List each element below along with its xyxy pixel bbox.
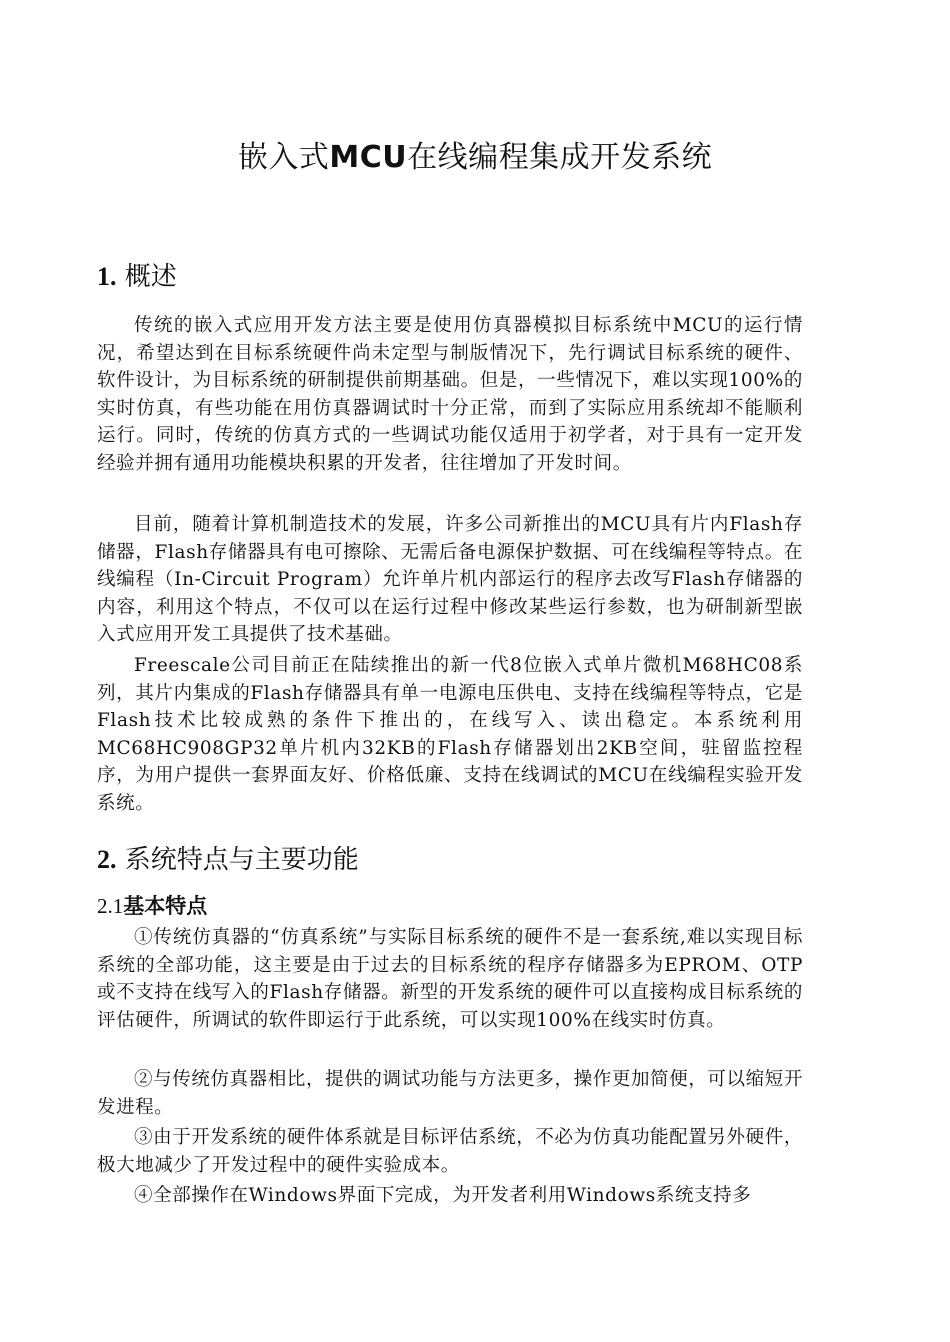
paragraph: 目前，随着计算机制造技术的发展，许多公司新推出的MCU具有片内Flash存储器，Flash存储器具有电可擦除、无需后备电源保护数据、可在线编程等特点。在线编程（In-Circuit Program）允许单片机内部运行的程序去改写Flash存储器的内容，利用这个特点，不仅可以在运行过程中修改某些运行参数，也为研制新型嵌入式应用开发工具提供了技术基础。: [97, 514, 803, 645]
paragraph: Freescale公司目前正在陆续推出的新一代8位嵌入式单片微机M68HC08系列，其片内集成的Flash存储器具有单一电源电压供电、支持在线编程等特点，它是Flash技术比较成熟的条件下推出的，在线写入、读出稳定。本系统利用MC68HC908GP32单片机内32KB的Flash存储器划出2KB空间，驻留监控程序，为用户提供一套界面友好、价格低廉、支持在线调试的MCU在线编程实验开发系统。: [97, 655, 803, 814]
section-title: 系统特点与主要功能: [124, 845, 359, 875]
section-separator: .: [110, 262, 117, 291]
section-heading-overview: [97, 256, 177, 293]
paragraph: 传统的嵌入式应用开发方法主要是使用仿真器模拟目标系统中MCU的运行情况，希望达到在目标系统硬件尚未定型与制版情况下，先行调试目标系统的硬件、软件设计，为目标系统的研制提供前期基础。但是，一些情况下，难以实现100%的实时仿真，有些功能在用仿真器调试时十分正常，而到了实际应用系统却不能顺利运行。同时，传统的仿真方式的一些调试功能仅适用于初学者，对于具有一定开发经验并拥有通用功能模块积累的开发者，往往增加了开发时间。: [97, 315, 803, 474]
paragraph: ③由于开发系统的硬件体系就是目标评估系统，不必为仿真功能配置另外硬件，极大地减少了开发过程中的硬件实验成本。: [97, 1127, 803, 1176]
paragraph: ①传统仿真器的“仿真系统”与实际目标系统的硬件不是一套系统,难以实现目标系统的全部功能，这主要是由于过去的目标系统的程序存储器多为EPROM、OTP或不支持在线写入的Flash存储器。新型的开发系统的硬件可以直接构成目标系统的评估硬件，所调试的软件即运行于此系统，可以实现100%在线实时仿真。: [97, 927, 803, 1031]
subsection-heading-basic-features: [97, 890, 207, 920]
section-number: 1: [97, 262, 110, 291]
section-title: 概述: [124, 262, 177, 292]
paragraph: ④全部操作在Windows界面下完成，为开发者利用Windows系统支持多: [134, 1185, 752, 1206]
title-prefix: 嵌入式: [237, 140, 330, 175]
subsection-title: 基本特点: [123, 893, 208, 918]
paragraph: ②与传统仿真器相比，提供的调试功能与方法更多，操作更加简便，可以缩短开发进程。: [97, 1069, 803, 1118]
section-number: 2: [97, 845, 110, 874]
title-suffix: 在线编程集成开发系统: [407, 140, 713, 175]
section-separator: .: [110, 845, 117, 874]
section-heading-features: [97, 839, 359, 876]
subsection-number: 2.1: [97, 894, 124, 918]
title-latin: MCU: [329, 140, 408, 175]
document-title: [0, 132, 950, 176]
